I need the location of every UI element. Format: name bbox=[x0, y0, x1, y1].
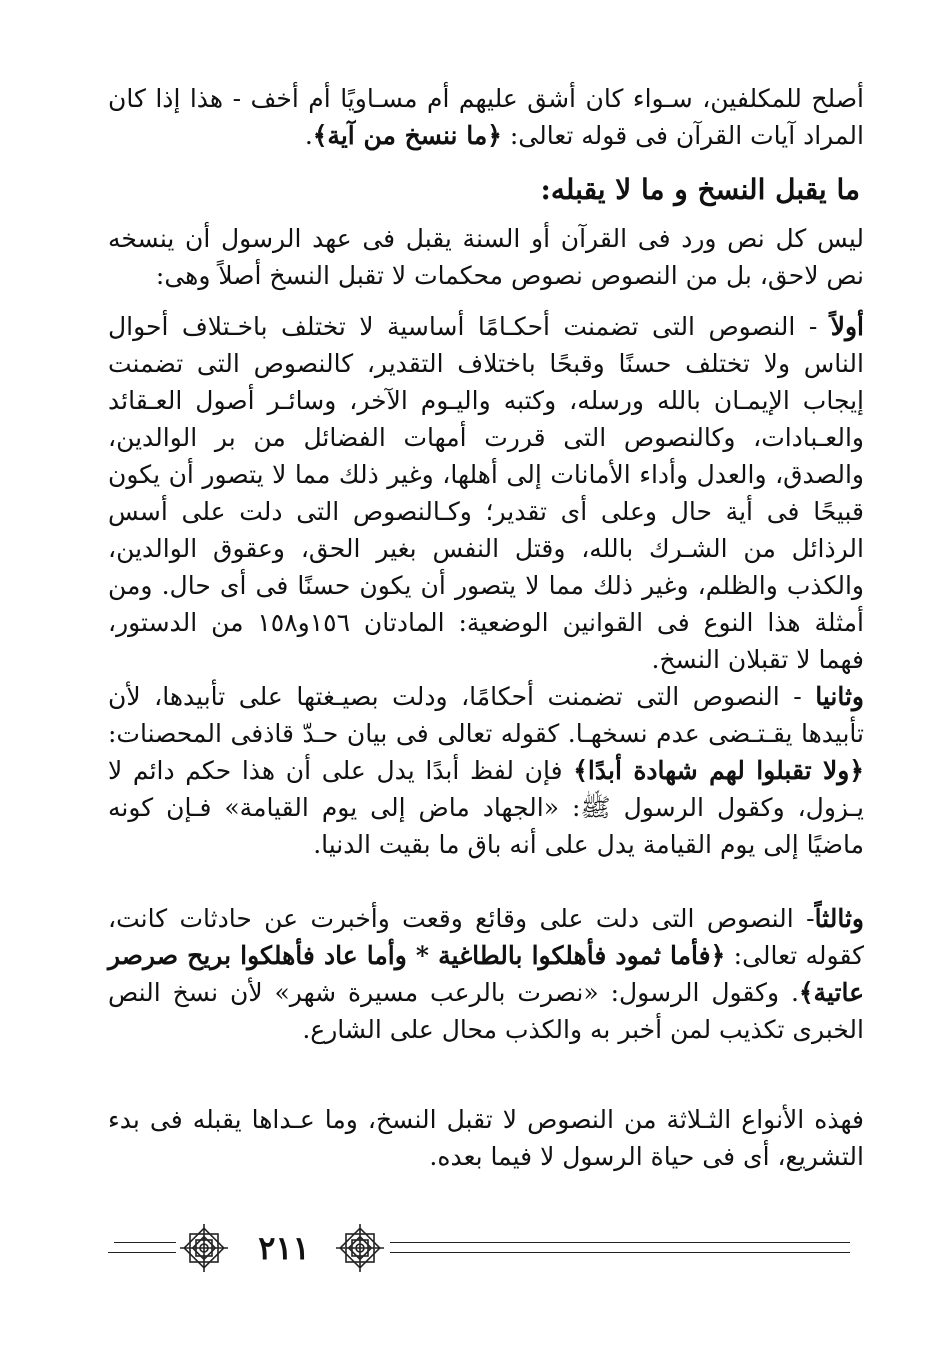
third-type-text: - النصوص التى دلت على وقائع وقعت وأخبرت عن حادثات كانت، كقوله تعالى: bbox=[108, 904, 865, 970]
footer-rule-right-bottom bbox=[390, 1252, 850, 1253]
star-ornament-icon bbox=[178, 1222, 230, 1274]
footer-rule-left-bottom bbox=[108, 1252, 176, 1253]
star-ornament-icon bbox=[334, 1222, 386, 1274]
second-type-lead: وثانيا bbox=[815, 682, 864, 711]
intro-text: أصلح للمكلفين، سـواء كان أشق عليهم أم مسـاويًا أم أخف - هذا إذا كان المراد آيات القرآن فى قوله تعالى: bbox=[108, 84, 864, 150]
page-footer bbox=[108, 1220, 864, 1280]
section-heading: ما يقبل النسخ و ما لا يقبله: bbox=[540, 173, 860, 206]
third-type-lead: وثالثاً bbox=[814, 904, 864, 933]
footer-rule-left-top bbox=[114, 1242, 176, 1243]
paragraph-second-type bbox=[108, 678, 894, 863]
paragraph-first-type bbox=[108, 308, 894, 678]
third-type-text-continued: . وكقول الرسول: «نصرت بالرعب مسيرة شهر» لأن نسخ النص الخبرى تكذيب لمن أخبر به والكذب محال على الشارع. bbox=[108, 978, 864, 1044]
second-type-quran-quote: ﴿ولا تقبلوا لهم شهادة أبدًا﴾ bbox=[573, 756, 864, 785]
intro-quran-quote: ﴿ما ننسخ من آية﴾ bbox=[312, 121, 502, 150]
first-type-lead: أولاً bbox=[830, 312, 864, 341]
intro-paragraph bbox=[108, 80, 864, 154]
intro-tail: . bbox=[304, 121, 313, 150]
second-type-text-continued: فإن لفظ أبدًا يدل على أن هذا حكم دائم لا يـزول، وكقول الرسول ﷺ: «الجهاد ماض إلى يوم القيامة» فـإن كونه ماضيًا إلى يوم القيامة يدل على أنه باق ما بقيت الدنيا. bbox=[108, 756, 864, 859]
footer-rule-right-top bbox=[390, 1242, 850, 1243]
paragraph-third-type bbox=[108, 900, 894, 1048]
page-number: ٢١١ bbox=[258, 1229, 310, 1267]
paragraph-conclusion: فهذه الأنواع الثـلاثة من النصوص لا تقبل النسخ، وما عـداها يقبله فى بدء التشريع، أى فى حياة الرسول لا فيما بعده. bbox=[108, 1105, 864, 1171]
paragraph-overview: ليس كل نص ورد فى القرآن أو السنة يقبل فى عهد الرسول أن ينسخه نص لاحق، بل من النصوص نصوص محكمات لا تقبل النسخ أصلاً وهى: bbox=[108, 224, 864, 290]
first-type-text: - النصوص التى تضمنت أحكـامًا أساسية لا تختلف باخـتلاف أحوال الناس ولا تختلف حسنًا وقبحًا باختلاف التقدير، كالنصوص التى تضمنت إيجاب الإيمـان بالله ورسله، وكتبه واليـوم الآخر، وسائـر أصول العـقائد والعـبادات، وكالنصوص التى قررت أمهات الفضائل من بر الوالدين، والصدق، والعدل وأداء الأمانات إلى أهلها، وغير ذلك مما لا يتصور أن يكون قبيحًا فى أية حال وعلى أى تقدير؛ وكـالنصوص التى دلت على أسس الرذائل من الشـرك بالله، وقتل النفس بغير الحق، وعقوق الوالدين، والكذب والظلم، وغير ذلك مما لا يتصور أن يكون حسنًا فى أى حال. ومن أمثلة هذا النوع فى القوانين الوضعية: المادتان ١٥٦و١٥٨ من الدستور، فهما لا تقبلان النسخ. bbox=[108, 312, 864, 674]
second-type-text: - النصوص التى تضمنت أحكامًا، ودلت بصيـغتها على تأبيدها، لأن تأبيدها يقـتـضى عدم نسخهـا. كقوله تعالى فى بيان حـدّ قاذفى المحصنات: bbox=[108, 682, 864, 748]
third-type-quran-quote: ﴿فأما ثمود فأهلكوا بالطاغية * وأما عاد فأهلكوا بريح صرصر عاتية﴾ bbox=[108, 941, 864, 1007]
